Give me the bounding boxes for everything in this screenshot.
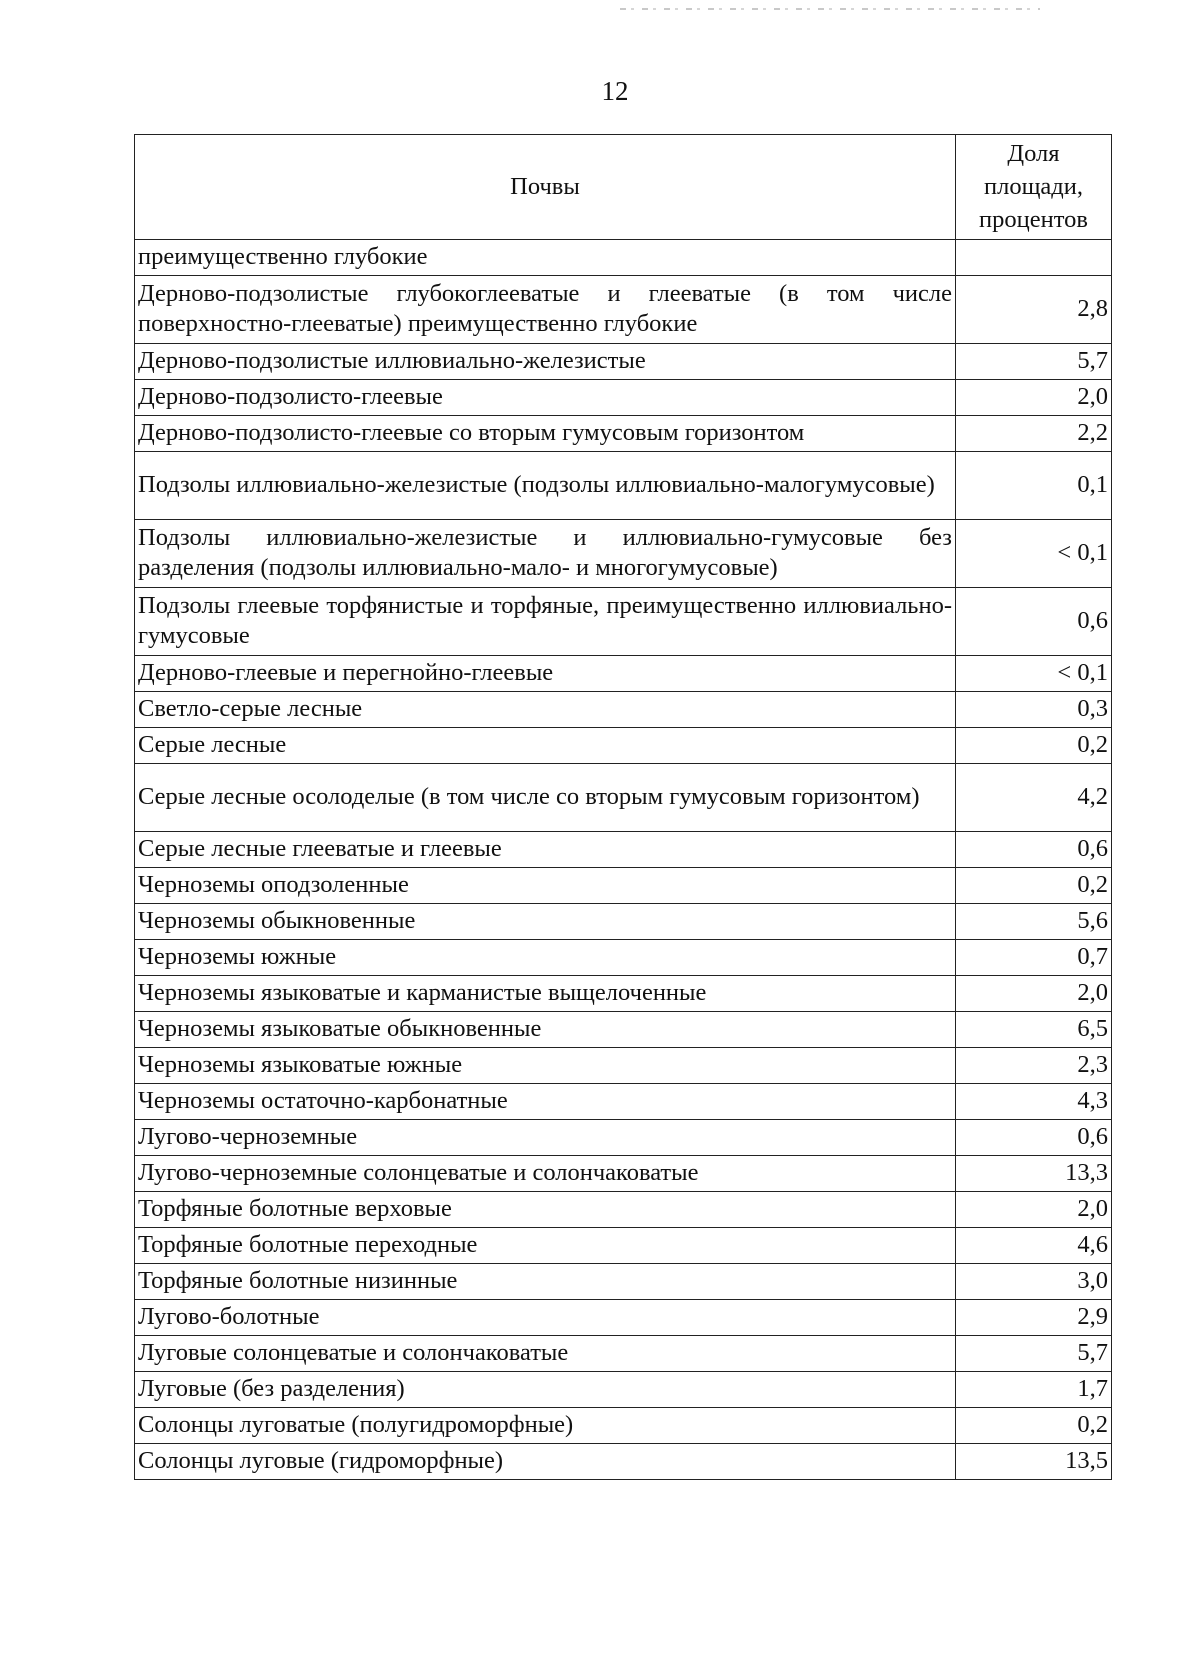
soil-name-cell: Подзолы иллювиально-железистые (подзолы иллювиально-малогумусовые) [135,452,956,520]
soil-name-cell: Лугово-болотные [135,1300,956,1336]
table-row [135,728,1112,764]
area-share-cell: 0,3 [956,692,1112,728]
area-share-cell: 3,0 [956,1264,1112,1300]
area-share-cell: 0,6 [956,832,1112,868]
soil-name-cell: Солонцы луговатые (полугидроморфные) [135,1408,956,1444]
area-share-cell: 5,7 [956,1336,1112,1372]
table-row [135,416,1112,452]
soil-name-cell: Дерново-подзолистые глубокоглееватые и глееватые (в том числе поверхностно-глееватые) преимущественно глубокие [135,276,956,344]
page-number: 12 [601,76,629,106]
soil-name-cell: Солонцы луговые (гидроморфные) [135,1444,956,1480]
table-row [135,1156,1112,1192]
area-share-cell: 0,6 [956,1120,1112,1156]
soil-name-cell: преимущественно глубокие [135,240,956,276]
table-body [135,240,1112,1480]
area-share-cell: 4,6 [956,1228,1112,1264]
table-row [135,240,1112,276]
area-share-cell: 0,2 [956,868,1112,904]
area-share-cell: 2,0 [956,976,1112,1012]
soil-name-cell: Черноземы языковатые и карманистые выщелоченные [135,976,956,1012]
area-share-cell: 1,7 [956,1372,1112,1408]
area-share-cell: 0,2 [956,1408,1112,1444]
area-share-cell: 2,0 [956,380,1112,416]
area-share-cell: 2,2 [956,416,1112,452]
table-row [135,1192,1112,1228]
area-share-cell: 0,7 [956,940,1112,976]
soil-name-cell: Луговые (без разделения) [135,1372,956,1408]
area-share-cell: < 0,1 [956,520,1112,588]
soil-name-cell: Дерново-подзолистые иллювиально-железистые [135,344,956,380]
area-share-cell: 13,5 [956,1444,1112,1480]
table-row [135,344,1112,380]
area-share-cell: < 0,1 [956,656,1112,692]
column-header-share: Доля площади, процентов [956,135,1112,240]
soil-name-cell: Дерново-глеевые и перегнойно-глеевые [135,656,956,692]
table-row [135,904,1112,940]
soil-name-cell: Лугово-черноземные солонцеватые и солончаковатые [135,1156,956,1192]
table-row [135,940,1112,976]
table-row [135,1408,1112,1444]
table-row [135,1372,1112,1408]
table-row [135,1012,1112,1048]
soil-name-cell: Черноземы обыкновенные [135,904,956,940]
table-row [135,868,1112,904]
area-share-cell: 6,5 [956,1012,1112,1048]
table-row [135,1336,1112,1372]
soil-name-cell: Подзолы глеевые торфянистые и торфяные, преимущественно иллювиально-гумусовые [135,588,956,656]
soil-name-cell: Серые лесные глееватые и глеевые [135,832,956,868]
soil-name-cell: Луговые солонцеватые и солончаковатые [135,1336,956,1372]
soil-name-cell: Торфяные болотные низинные [135,1264,956,1300]
area-share-cell: 0,2 [956,728,1112,764]
area-share-cell: 0,1 [956,452,1112,520]
soil-name-cell: Черноземы языковатые обыкновенные [135,1012,956,1048]
table-row [135,656,1112,692]
table-row [135,276,1112,344]
soil-name-cell: Черноземы оподзоленные [135,868,956,904]
soil-name-cell: Дерново-подзолисто-глеевые со вторым гумусовым горизонтом [135,416,956,452]
table-row [135,1444,1112,1480]
area-share-cell: 5,6 [956,904,1112,940]
soil-share-table [134,134,1112,1480]
table-row [135,1120,1112,1156]
area-share-cell: 5,7 [956,344,1112,380]
table-row [135,1084,1112,1120]
soil-name-cell: Дерново-подзолисто-глеевые [135,380,956,416]
table-header-row [135,135,1112,240]
area-share-cell: 2,8 [956,276,1112,344]
table-row [135,764,1112,832]
table-row [135,1264,1112,1300]
area-share-cell: 2,3 [956,1048,1112,1084]
column-header-soils: Почвы [135,135,956,240]
area-share-cell: 13,3 [956,1156,1112,1192]
table-row [135,832,1112,868]
soil-name-cell: Серые лесные [135,728,956,764]
soil-name-cell: Лугово-черноземные [135,1120,956,1156]
table-row [135,1228,1112,1264]
area-share-cell: 2,0 [956,1192,1112,1228]
table-row [135,1300,1112,1336]
soil-name-cell: Торфяные болотные переходные [135,1228,956,1264]
soil-name-cell: Торфяные болотные верховые [135,1192,956,1228]
scan-artifact [620,8,1040,10]
soil-name-cell: Светло-серые лесные [135,692,956,728]
area-share-cell: 2,9 [956,1300,1112,1336]
area-share-cell: 0,6 [956,588,1112,656]
table-row [135,976,1112,1012]
table-row [135,692,1112,728]
area-share-cell: 4,3 [956,1084,1112,1120]
table-row [135,452,1112,520]
soil-name-cell: Черноземы остаточно-карбонатные [135,1084,956,1120]
soil-name-cell: Черноземы южные [135,940,956,976]
area-share-cell [956,240,1112,276]
table-row [135,520,1112,588]
area-share-cell: 4,2 [956,764,1112,832]
table-row [135,1048,1112,1084]
table-row [135,588,1112,656]
soil-name-cell: Подзолы иллювиально-железистые и иллювиально-гумусовые без разделения (подзолы иллювиально-мало- и многогумусовые) [135,520,956,588]
soil-name-cell: Черноземы языковатые южные [135,1048,956,1084]
soil-name-cell: Серые лесные осолоделые (в том числе со вторым гумусовым горизонтом) [135,764,956,832]
table-row [135,380,1112,416]
